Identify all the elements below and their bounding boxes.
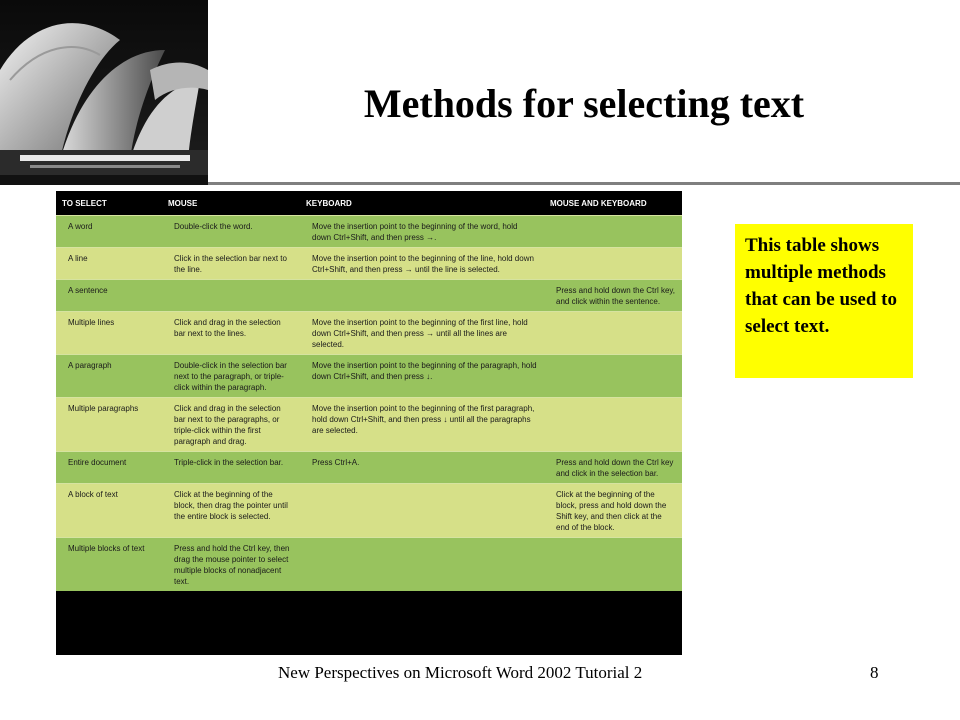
title-divider	[208, 182, 960, 185]
cell-mouse: Triple-click in the selection bar.	[162, 452, 300, 484]
table-row	[56, 398, 682, 452]
page-title: Methods for selecting text	[363, 81, 805, 126]
table-row	[56, 355, 682, 398]
cell-select: Multiple blocks of text	[56, 538, 162, 592]
table-row	[56, 280, 682, 312]
cell-keyboard: Move the insertion point to the beginning of the paragraph, hold down Ctrl+Shift, and then press ↓.	[300, 355, 544, 398]
cell-mouse: Click and drag in the selection bar next to the lines.	[162, 312, 300, 355]
cell-select: A sentence	[56, 280, 162, 312]
cell-keyboard: Move the insertion point to the beginning of the word, hold down Ctrl+Shift, and then press →.	[300, 216, 544, 248]
table-row	[56, 248, 682, 280]
cell-mouse-keyboard	[544, 355, 682, 398]
table-row	[56, 484, 682, 538]
cell-select: Entire document	[56, 452, 162, 484]
header-mouse-and-keyboard: MOUSE AND KEYBOARD	[544, 191, 682, 216]
cell-keyboard	[300, 484, 544, 538]
opera-house-photo	[0, 0, 208, 185]
cell-mouse: Double-click the word.	[162, 216, 300, 248]
cell-mouse	[162, 280, 300, 312]
cell-keyboard: Move the insertion point to the beginning of the line, hold down Ctrl+Shift, and then press → until the line is selected.	[300, 248, 544, 280]
cell-mouse-keyboard	[544, 248, 682, 280]
cell-select: A block of text	[56, 484, 162, 538]
cell-select: Multiple paragraphs	[56, 398, 162, 452]
cell-select: A paragraph	[56, 355, 162, 398]
cell-mouse-keyboard: Press and hold down the Ctrl key, and click within the sentence.	[544, 280, 682, 312]
cell-select: A word	[56, 216, 162, 248]
cell-keyboard: Move the insertion point to the beginning of the first paragraph, hold down Ctrl+Shift, and then press ↓ until all the paragraphs are selected.	[300, 398, 544, 452]
cell-mouse: Click at the beginning of the block, then drag the pointer until the entire block is selected.	[162, 484, 300, 538]
table-row	[56, 312, 682, 355]
table-row	[56, 538, 682, 592]
cell-select: Multiple lines	[56, 312, 162, 355]
callout-note: This table shows multiple methods that can be used to select text.	[735, 224, 913, 378]
selection-methods-table	[56, 191, 682, 655]
cell-keyboard	[300, 538, 544, 592]
cell-mouse-keyboard	[544, 312, 682, 355]
table-row	[56, 216, 682, 248]
cell-mouse-keyboard	[544, 398, 682, 452]
header-mouse: MOUSE	[162, 191, 300, 216]
cell-keyboard: Press Ctrl+A.	[300, 452, 544, 484]
cell-mouse-keyboard: Click at the beginning of the block, press and hold down the Shift key, and then click at the end of the block.	[544, 484, 682, 538]
header-keyboard: KEYBOARD	[300, 191, 544, 216]
cell-keyboard: Move the insertion point to the beginning of the first line, hold down Ctrl+Shift, and then press → until all the lines are selected.	[300, 312, 544, 355]
cell-mouse: Press and hold the Ctrl key, then drag the mouse pointer to select multiple blocks of nonadjacent text.	[162, 538, 300, 592]
cell-mouse-keyboard: Press and hold down the Ctrl key and click in the selection bar.	[544, 452, 682, 484]
cell-mouse-keyboard	[544, 538, 682, 592]
cell-mouse-keyboard	[544, 216, 682, 248]
header-to-select: TO SELECT	[56, 191, 162, 216]
cell-mouse: Click in the selection bar next to the line.	[162, 248, 300, 280]
cell-mouse: Click and drag in the selection bar next to the paragraphs, or triple-click within the first paragraph and drag.	[162, 398, 300, 452]
cell-select: A line	[56, 248, 162, 280]
table-row	[56, 452, 682, 484]
cell-mouse: Double-click in the selection bar next to the paragraph, or triple-click within the paragraph.	[162, 355, 300, 398]
cell-keyboard	[300, 280, 544, 312]
footer-text: New Perspectives on Microsoft Word 2002 Tutorial 2	[278, 663, 643, 682]
table-header-row	[56, 191, 682, 216]
page-number: 8	[870, 663, 879, 682]
